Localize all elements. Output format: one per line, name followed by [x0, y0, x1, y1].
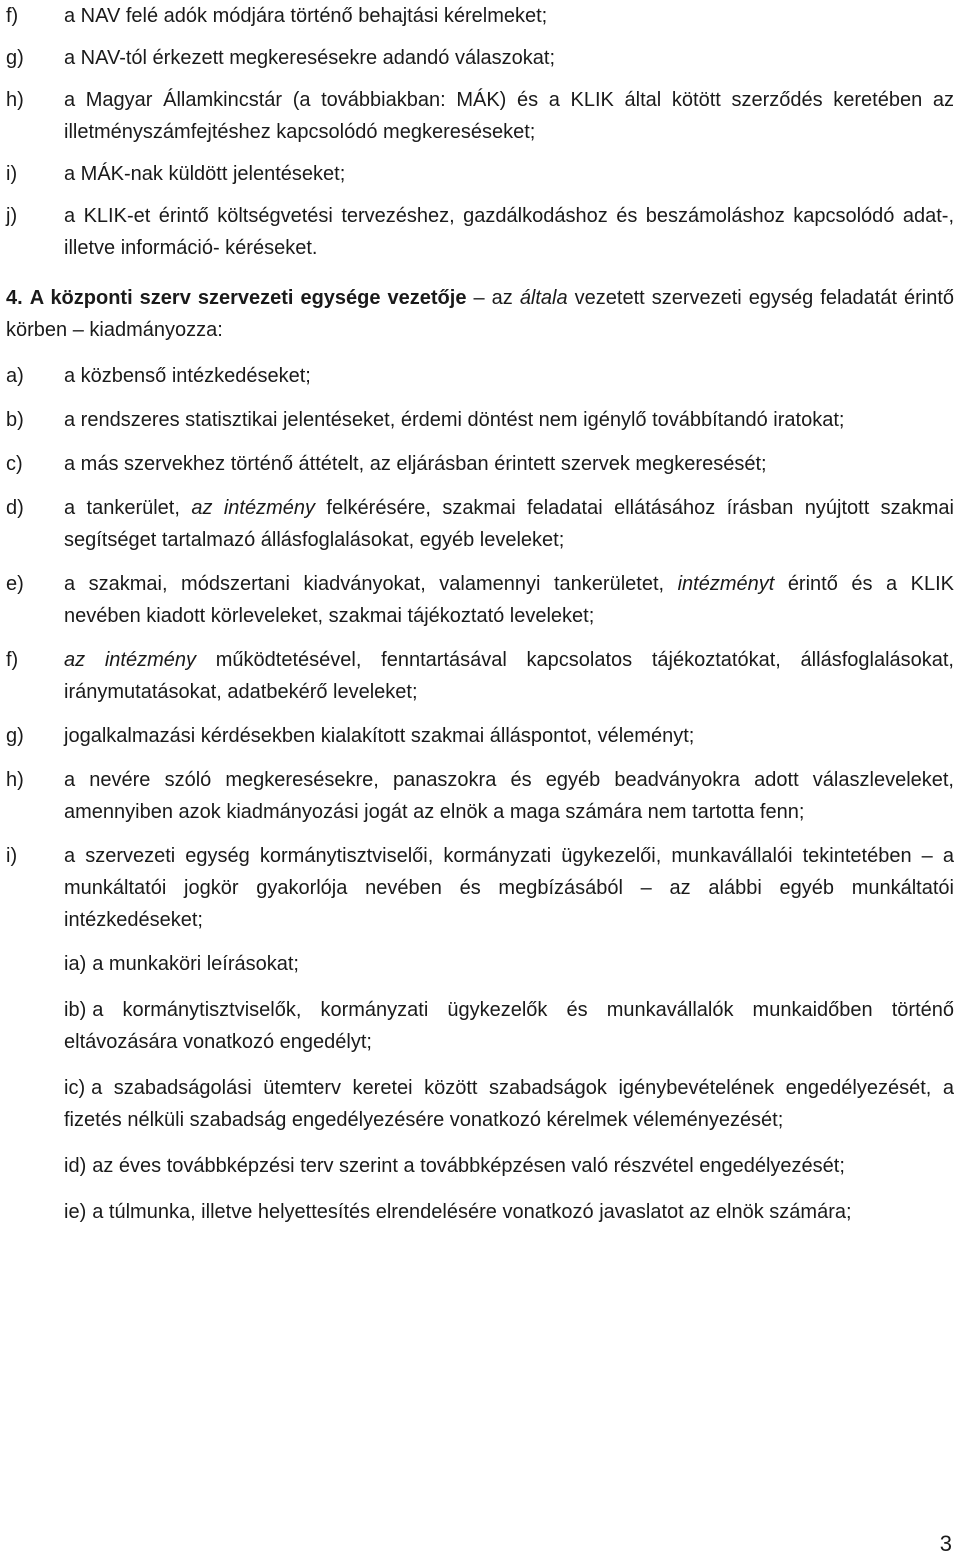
list-item-label: h) [6, 89, 24, 111]
section-4-heading [6, 282, 954, 346]
sub-item-label: ic) [64, 1077, 86, 1099]
list-one [6, 0, 954, 264]
list-item [6, 840, 954, 936]
list-item-text: a szervezeti egység kormánytisztviselői, kormányzati ügykezelői, munkavállalói tekintetében – a munkáltatói jogkör gyakorlója nevében és megbízásából – az alábbi egyéb munkáltatói intézkedéseket; [64, 845, 954, 931]
italic-term: az intézmény [64, 649, 197, 671]
list-item-label: g) [6, 47, 24, 69]
list-item-label: b) [6, 409, 24, 431]
list-item [6, 84, 954, 148]
text-part: érintő és a KLIK nevében kiadott körleveleket, szakmai tájékoztató leveleket; [64, 573, 954, 627]
section-text: vezetett szervezeti egység feladatát érintő körben [6, 287, 955, 341]
sub-list-item [64, 1072, 954, 1136]
list-item-label: g) [6, 725, 24, 747]
italic-term: az intézmény [191, 497, 316, 519]
text-part: felkérésére, szakmai feladatai ellátásához írásban nyújtott szakmai segítséget tartalmazó állásfoglalásokat, egyéb leveleket; [64, 497, 954, 551]
section-italic: általa [519, 287, 568, 309]
page-number: 3 [939, 1531, 952, 1556]
sub-list-item [64, 994, 954, 1058]
list-item [6, 448, 954, 480]
sub-item-text: az éves továbbképzési terv szerint a továbbképzésen való részvétel engedélyezését; [92, 1155, 845, 1177]
document-page [6, 0, 954, 1242]
text-part: a tankerület, [64, 497, 180, 519]
list-item-text: a NAV-tól érkezett megkeresésekre adandó válaszokat; [64, 47, 555, 69]
list-item-text: a más szervekhez történő áttételt, az eljárásban érintett szervek megkeresését; [64, 453, 767, 475]
sub-list [6, 948, 954, 1228]
text-part: működtetésével, fenntartásával kapcsolatos tájékoztatókat, állásfoglalásokat, iránymutatásokat, adatbekérő leveleket; [64, 649, 954, 703]
list-item-label: c) [6, 453, 23, 475]
list-item-label: i) [6, 163, 18, 185]
list-item [6, 360, 954, 392]
section-subject: A központi szerv szervezeti egysége vezetője [29, 287, 467, 309]
list-two [6, 360, 954, 936]
text-part: a szakmai, módszertani kiadványokat, valamennyi tankerületet, [64, 573, 665, 595]
sub-item-label: id) [64, 1155, 87, 1177]
sub-item-text: a kormánytisztviselők, kormányzati ügykezelők és munkavállalók munkaidőben történő eltávozására vonatkozó engedélyt; [64, 999, 954, 1053]
list-item-text: a közbenső intézkedéseket; [64, 365, 311, 387]
list-item [6, 492, 954, 556]
sub-item-label: ie) [64, 1201, 87, 1223]
list-item-label: h) [6, 769, 24, 791]
sub-list-item [64, 1150, 954, 1182]
list-item-text: a rendszeres statisztikai jelentéseket, érdemi döntést nem igénylő továbbítandó iratokat; [64, 409, 845, 431]
list-item-label: d) [6, 497, 24, 519]
list-item [6, 42, 954, 74]
list-item [6, 644, 954, 708]
sub-list-item [64, 948, 954, 980]
section-text: kiadmányozza: [89, 319, 223, 341]
sub-item-text: a munkaköri leírásokat; [92, 953, 299, 975]
list-item-label: e) [6, 573, 24, 595]
sub-item-label: ia) [64, 953, 87, 975]
list-item-label: a) [6, 365, 24, 387]
list-item [6, 404, 954, 436]
list-item [6, 158, 954, 190]
list-item-text [64, 492, 954, 556]
list-item-text: a NAV felé adók módjára történő behajtási kérelmeket; [64, 5, 548, 27]
list-item-text: a MÁK-nak küldött jelentéseket; [64, 163, 346, 185]
dash: – [473, 287, 485, 309]
list-item-label: f) [6, 649, 19, 671]
sub-item-text: a szabadságolási ütemterv keretei között szabadságok igénybevételének engedélyezését, a fizetés nélküli szabadság engedélyezésére vonatkozó kérelmek véleményezését; [64, 1077, 954, 1131]
list-item [6, 764, 954, 828]
list-item [6, 0, 954, 32]
list-item-text: a Magyar Államkincstár (a továbbiakban: MÁK) és a KLIK által kötött szerződés keretében az illetményszámfejtéshez kapcsolódó megkereséseket; [64, 89, 954, 143]
list-item [6, 568, 954, 632]
list-item [6, 200, 954, 264]
list-item [6, 720, 954, 752]
list-item-label: j) [6, 205, 18, 227]
italic-term: intézményt [677, 573, 775, 595]
list-item-text [64, 568, 954, 632]
list-item-label: f) [6, 5, 19, 27]
sub-item-text: a túlmunka, illetve helyettesítés elrendelésére vonatkozó javaslatot az elnök számára; [92, 1201, 852, 1223]
section-text: az [491, 287, 513, 309]
list-item-text: a KLIK-et érintő költségvetési tervezéshez, gazdálkodáshoz és beszámoláshoz kapcsolódó adat-, illetve információ- kéréseket. [64, 205, 954, 259]
list-item-text: jogalkalmazási kérdésekben kialakított szakmai álláspontot, véleményt; [64, 725, 695, 747]
list-item-text [64, 644, 954, 708]
list-item-label: i) [6, 845, 18, 867]
section-number: 4. [6, 287, 23, 309]
list-item-text: a nevére szóló megkeresésekre, panaszokra és egyéb beadványokra adott válaszleveleket, amennyiben azok kiadmányozási jogát az elnök a maga számára nem tartotta fenn; [64, 769, 954, 823]
sub-list-item [64, 1196, 954, 1228]
dash: – [72, 319, 84, 341]
sub-item-label: ib) [64, 999, 87, 1021]
